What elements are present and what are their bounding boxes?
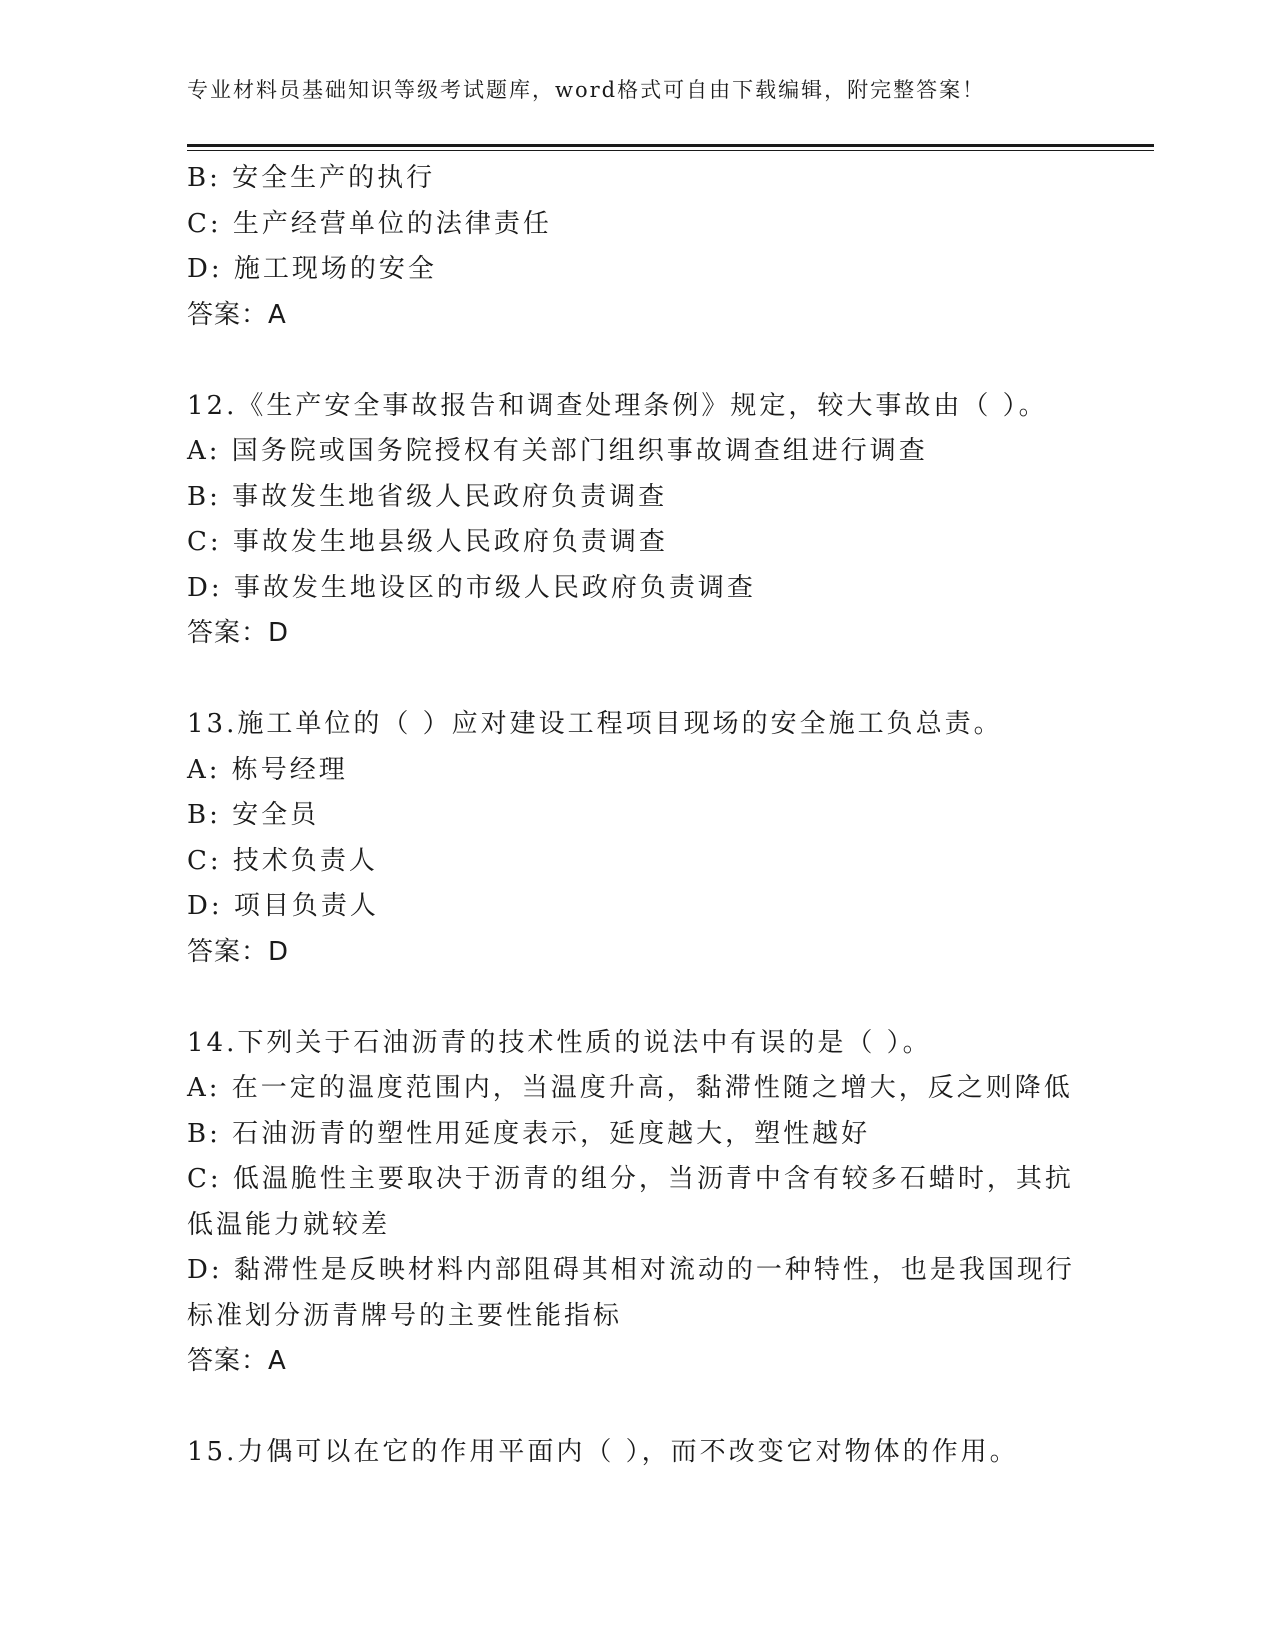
option-a: A: 国务院或国务院授权有关部门组织事故调查组进行调查 — [187, 436, 928, 466]
answer: 答案：A — [187, 299, 287, 330]
option-d: D: 黏滞性是反映材料内部阻碍其相对流动的一种特性，也是我国现行 — [187, 1255, 1075, 1285]
question-text: 13.施工单位的（ ）应对建设工程项目现场的安全施工负总责。 — [187, 709, 1003, 739]
option-a: A: 栋号经理 — [187, 754, 348, 785]
question-15 — [187, 1430, 1087, 1476]
spacer — [187, 975, 1087, 1021]
question-13 — [187, 702, 1087, 975]
option-b: B: 安全生产的执行 — [187, 163, 436, 193]
option-c: C: 事故发生地县级人民政府负责调查 — [187, 527, 668, 557]
question-text: 15.力偶可以在它的作用平面内（ ），而不改变它对物体的作用。 — [187, 1437, 1019, 1467]
option-c: C: 技术负责人 — [187, 845, 378, 876]
question-11 — [187, 156, 1087, 338]
question-12 — [187, 384, 1087, 657]
header-rule-thick — [187, 144, 1154, 147]
answer: 答案：A — [187, 1346, 287, 1376]
option-c-continued: 低温能力就较差 — [187, 1209, 391, 1240]
page-header: 专业材料员基础知识等级考试题库，word格式可自由下载编辑，附完整答案！ — [187, 78, 986, 102]
option-a: A: 在一定的温度范围内，当温度升高，黏滞性随之增大，反之则降低 — [187, 1073, 1073, 1103]
option-c: C: 生产经营单位的法律责任 — [187, 208, 552, 239]
question-text: 12.《生产安全事故报告和调查处理条例》规定，较大事故由（ ）。 — [187, 390, 1048, 421]
answer: 答案：D — [187, 936, 290, 967]
question-text: 14.下列关于石油沥青的技术性质的说法中有误的是（ ）。 — [187, 1027, 932, 1058]
option-c: C: 低温脆性主要取决于沥青的组分，当沥青中含有较多石蜡时，其抗 — [187, 1164, 1074, 1194]
option-b: B: 事故发生地省级人民政府负责调查 — [187, 481, 668, 512]
spacer — [187, 657, 1087, 703]
header-rule-thin — [187, 150, 1154, 151]
question-14 — [187, 1021, 1087, 1385]
document-body — [187, 156, 1087, 1476]
option-b: B: 安全员 — [187, 800, 320, 830]
option-b: B: 石油沥青的塑性用延度表示，延度越大，塑性越好 — [187, 1118, 871, 1149]
option-d: D: 施工现场的安全 — [187, 254, 437, 284]
option-d: D: 项目负责人 — [187, 891, 379, 921]
option-d: D: 事故发生地设区的市级人民政府负责调查 — [187, 572, 756, 603]
spacer — [187, 1385, 1087, 1431]
option-d-continued: 标准划分沥青牌号的主要性能指标 — [187, 1300, 623, 1331]
answer: 答案：D — [187, 618, 290, 648]
spacer — [187, 338, 1087, 384]
